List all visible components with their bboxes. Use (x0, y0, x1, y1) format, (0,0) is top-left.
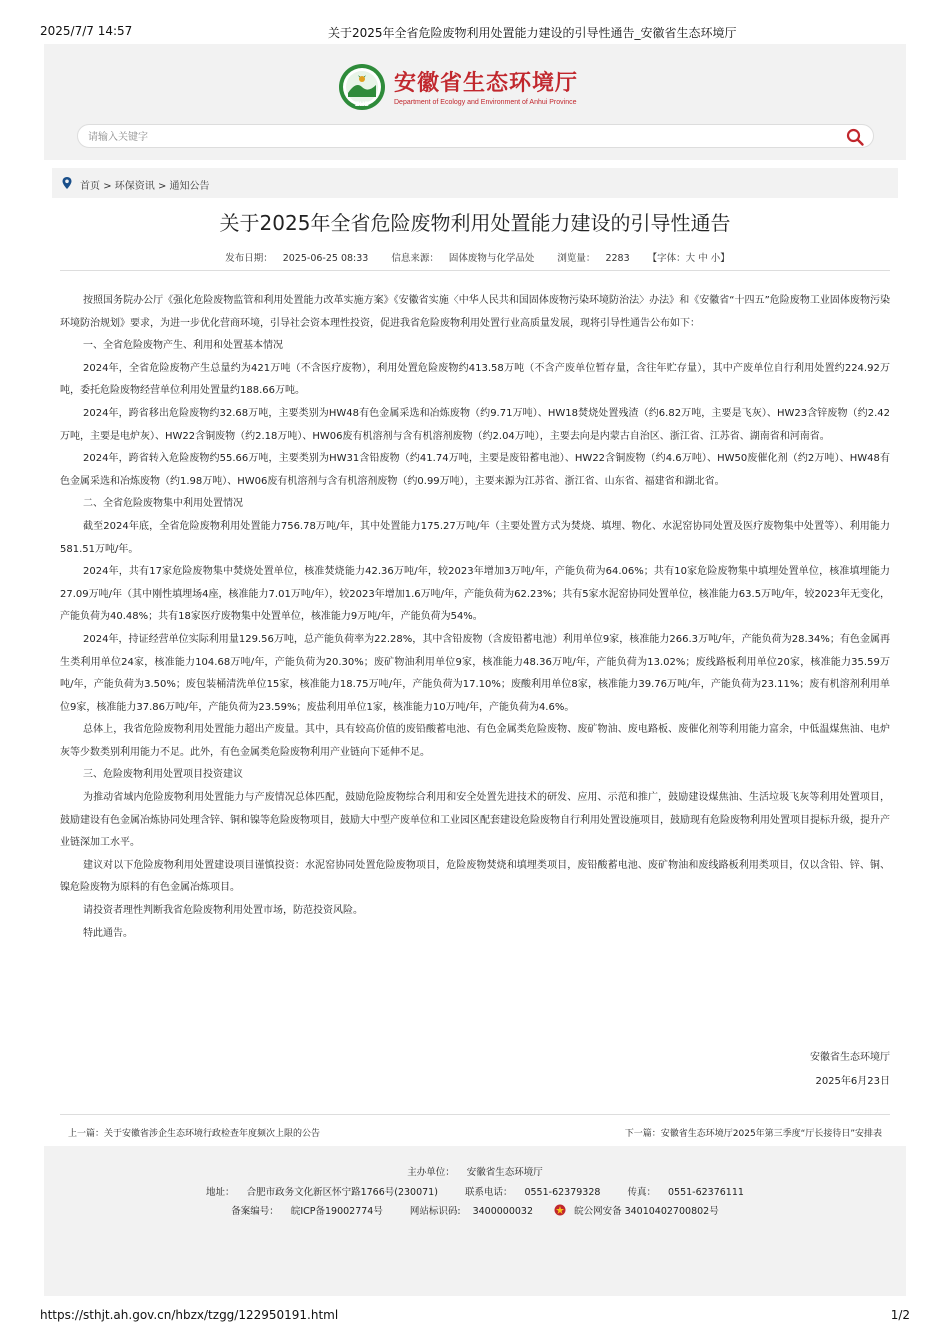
footer-fax-label: 传真： (627, 1187, 656, 1198)
nav-divider (60, 1114, 890, 1115)
font-size-small[interactable]: 小 (710, 253, 721, 264)
font-size-close: 】 (720, 253, 730, 264)
publish-date (220, 253, 373, 264)
paragraph: 2024年，跨省移出危险废物约32.68万吨，主要类别为HW48有色金属采选和冶炼废物（约9.71万吨）、HW18焚烧处置残渣（约6.82万吨，主要是飞灰）、HW23含锌废物（约2.42万吨，主要是电炉灰）、HW22含铜废物（约2.18万吨）、HW06废有机溶剂与含有机溶剂废物（约2.04万吨），主要去向是内蒙古自治区、浙江省、江苏省、湖南省和河南省。 (60, 407, 890, 442)
signature-org: 安徽省生态环境厅 (810, 1052, 890, 1063)
footer-fax-value: 0551-62376111 (667, 1187, 744, 1198)
print-page-number: 1/2 (890, 1308, 910, 1322)
paragraph: 总体上，我省危险废物利用处置能力超出产废量。其中，具有较高价值的废铅酸蓄电池、有色金属类危险废物、废矿物油、废电路板、废催化剂等利用能力富余，中低温煤焦油、电炉灰等少数类别利用能力不足。此外，有色金属类危险废物利用产业链向下延伸不足。 (60, 724, 890, 758)
footer-phone (459, 1187, 606, 1198)
footer-site-id-value: 3400000032 (472, 1206, 534, 1217)
footer-contact (44, 1184, 906, 1198)
footer-icp-value[interactable]: 皖ICP备19002774号 (290, 1206, 383, 1217)
next-article-link[interactable] (625, 1126, 882, 1139)
breadcrumb (52, 168, 898, 198)
footer-host-label: 主办单位： (407, 1167, 455, 1178)
publish-date-value: 2025-06-25 08:33 (282, 253, 369, 264)
prev-label: 上一篇： (68, 1129, 105, 1139)
footer-icp[interactable] (225, 1206, 389, 1217)
print-header (0, 0, 950, 40)
section-heading: 一、全省危险废物产生、利用和处置基本情况 (83, 340, 283, 352)
paragraph: 为推动省域内危险废物利用处置能力与产废情况总体匹配，鼓励危险废物综合利用和安全处置先进技术的研发、应用、示范和推广，鼓励建设煤焦油、生活垃圾飞灰等利用处置项目，鼓励建设有色金属冶炼协同处理含锌、铜和镍等危险废物项目，鼓励大中型产废单位和工业园区配套建设危险废物自行利用处置设施项目，鼓励现有危险废物利用处置项目提标升级，提升产业链深加工水平。 (60, 792, 890, 849)
font-size-medium[interactable]: 中 (698, 253, 708, 264)
article-body (60, 290, 890, 945)
footer-fax (621, 1187, 749, 1198)
footer-phone-label: 联系电话： (464, 1187, 513, 1198)
footer-address-label: 地址： (206, 1187, 235, 1198)
footer-host (44, 1164, 906, 1178)
footer-registration (44, 1203, 906, 1217)
footer-site-id (404, 1206, 539, 1217)
search-icon[interactable] (845, 127, 865, 147)
footer-icp-label: 备案编号： (231, 1206, 279, 1217)
paragraph: 截至2024年底，全省危险废物利用处置能力756.78万吨/年，其中处置能力175.27万吨/年（主要处置方式为焚烧、填埋、物化、水泥窑协同处置及医疗废物集中处置等）、利用能力581.51万吨/年。 (60, 520, 890, 555)
logo-title-cn: 安徽省生态环境厅 (394, 71, 579, 96)
paragraph: 2024年，持证经营单位实际利用量129.56万吨，总产能负荷率为22.28%，其中含铅废物（含废铅蓄电池）利用单位9家，核准能力266.3万吨/年，产能负荷为28.34%；有色金属再生类利用单位24家，核准能力104.68万吨/年，产能负荷为20.30%；废矿物油利用单位9家，核准能力48.36万吨/年，产能负荷为13.02%；废线路板利用单位20家，核准能力35.59万吨/年，产能负荷为3.50%；废包装桶清洗单位15家，核准能力18.75万吨/年，产能负荷为17.10%；废酸利用单位8家，核准能力39.76万吨/年，产能负荷为23.11%；废有机溶剂利用单位9家，核准能力37.86万吨/年，产能负荷为23.59%；废盐利用单位1家，核准能力10万吨/年，产能负荷为4.6%。 (60, 633, 890, 713)
paragraph: 2024年，全省危险废物产生总量约为421万吨（不含医疗废物），利用处置危险废物约413.58万吨（不含产废单位暂存量，含往年贮存量），其中产废单位自行利用处置约224.92万吨，委托危险废物经营单位利用处置量约188.66万吨。 (60, 362, 890, 397)
prev-article-link[interactable] (68, 1126, 320, 1139)
breadcrumb-separator: > (103, 181, 112, 192)
footer-site-id-label: 网站标识码: (409, 1206, 461, 1217)
print-tab-title: 关于2025年全省危险废物利用处置能力建设的引导性通告_安徽省生态环境厅 (328, 26, 737, 40)
print-url: https://sthjt.ah.gov.cn/hbzx/tzgg/122950191.html (40, 1308, 339, 1322)
search-bar (77, 124, 874, 148)
breadcrumb-notices[interactable]: 通知公告 (169, 181, 210, 192)
prev-title[interactable]: 关于安徽省涉企生态环境行政检查年度频次上限的公告 (104, 1129, 321, 1139)
info-source (386, 253, 539, 264)
font-size-large[interactable]: 大 (685, 253, 696, 264)
view-count-value: 2283 (605, 253, 630, 264)
breadcrumb-news[interactable]: 环保资讯 (114, 181, 155, 192)
paragraph: 请投资者理性判断我省危险废物利用处置市场，防范投资风险。 (83, 905, 363, 917)
site-logo[interactable] (338, 63, 618, 115)
footer-police-value[interactable]: 皖公网安备 34010402700802号 (574, 1206, 719, 1217)
location-pin-icon (60, 176, 74, 190)
site-header (44, 44, 906, 160)
print-datetime: 2025/7/7 14:57 (40, 24, 133, 38)
section-heading: 二、全省危险废物集中利用处置情况 (83, 498, 243, 510)
signature-date: 2025年6月23日 (815, 1076, 890, 1087)
font-size-control (648, 253, 730, 264)
breadcrumb-separator: > (157, 181, 167, 192)
view-count-label: 浏览量： (557, 253, 596, 264)
site-footer (44, 1146, 906, 1296)
paragraph: 2024年，共有17家危险废物集中焚烧处置单位，核准焚烧能力42.36万吨/年，较2023年增加3万吨/年，产能负荷为64.06%；共有10家危险废物集中填埋处置单位，核准填埋能力27.09万吨/年（其中刚性填埋场4座，核准能力7.01万吨/年），较2023年增加1.6万吨/年，产能负荷为62.23%；共有5家水泥窑协同处置单位，核准能力63.5万吨/年，较2023年无变化，产能负荷为40.48%；共有18家医疗废物集中处置单位，核准能力9万吨/年，产能负荷为54%。 (60, 566, 890, 623)
footer-police[interactable] (554, 1206, 725, 1217)
paragraph: 2024年，跨省转入危险废物约55.66万吨，主要类别为HW31含铅废物（约41.74万吨，主要是废铅蓄电池）、HW22含铜废物（约4.6万吨）、HW50废催化剂（约2万吨）、HW48有色金属采选和冶炼废物（约1.98万吨）、HW06废有机溶剂与含有机溶剂废物（约0.99万吨），主要来源为江苏省、浙江省、山东省、福建省和湖北省。 (60, 453, 890, 487)
footer-address (200, 1187, 444, 1198)
title-divider (60, 270, 890, 271)
paragraph: 建议对以下危险废物利用处置建设项目谨慎投资：水泥窑协同处置危险废物项目，危险废物焚烧和填埋类项目，废铅酸蓄电池、废矿物油和废线路板利用类项目，仅以含铅、锌、铜、镍危险废物为原料的有色金属冶炼项目。 (60, 859, 890, 894)
footer-address-value: 合肥市政务文化新区怀宁路1766号(230071) (246, 1187, 438, 1198)
police-badge-icon (554, 1204, 566, 1216)
paragraph: 特此通告。 (83, 927, 133, 939)
footer-host-text (401, 1167, 549, 1178)
paragraph: 按照国务院办公厅《强化危险废物监管和利用处置能力改革实施方案》《安徽省实施〈中华人民共和国固体废物污染环境防治法〉办法》和《安徽省“十四五”危险废物工业固体废物污染环境防治规划》要求，为进一步优化营商环境，引导社会资本理性投资，促进我省危险废物利用处置行业高质量发展，现将引导性通告公布如下： (60, 295, 890, 329)
next-label: 下一篇： (624, 1129, 661, 1139)
logo-title-en: Department of Ecology and Environment of Anhui Province (394, 99, 577, 106)
view-count (552, 253, 634, 264)
font-size-label: 【字体： (647, 253, 686, 264)
breadcrumb-home[interactable]: 首页 (80, 181, 100, 192)
publish-date-label: 发布日期： (225, 253, 273, 264)
emblem-text: ZHB (355, 101, 369, 108)
info-source-label: 信息来源： (391, 253, 439, 264)
article-title: 关于2025年全省危险废物利用处置能力建设的引导性通告 (219, 211, 731, 235)
footer-phone-value: 0551-62379328 (524, 1187, 601, 1198)
info-source-value: 固体废物与化学品处 (448, 253, 535, 264)
article-meta (0, 250, 950, 264)
zhb-emblem-icon (338, 63, 386, 111)
footer-host-value: 安徽省生态环境厅 (466, 1167, 543, 1178)
next-title[interactable]: 安徽省生态环境厅2025年第三季度“厅长接待日”安排表 (660, 1129, 882, 1139)
search-input[interactable] (88, 128, 828, 146)
section-heading: 三、危险废物利用处置项目投资建议 (83, 769, 243, 781)
